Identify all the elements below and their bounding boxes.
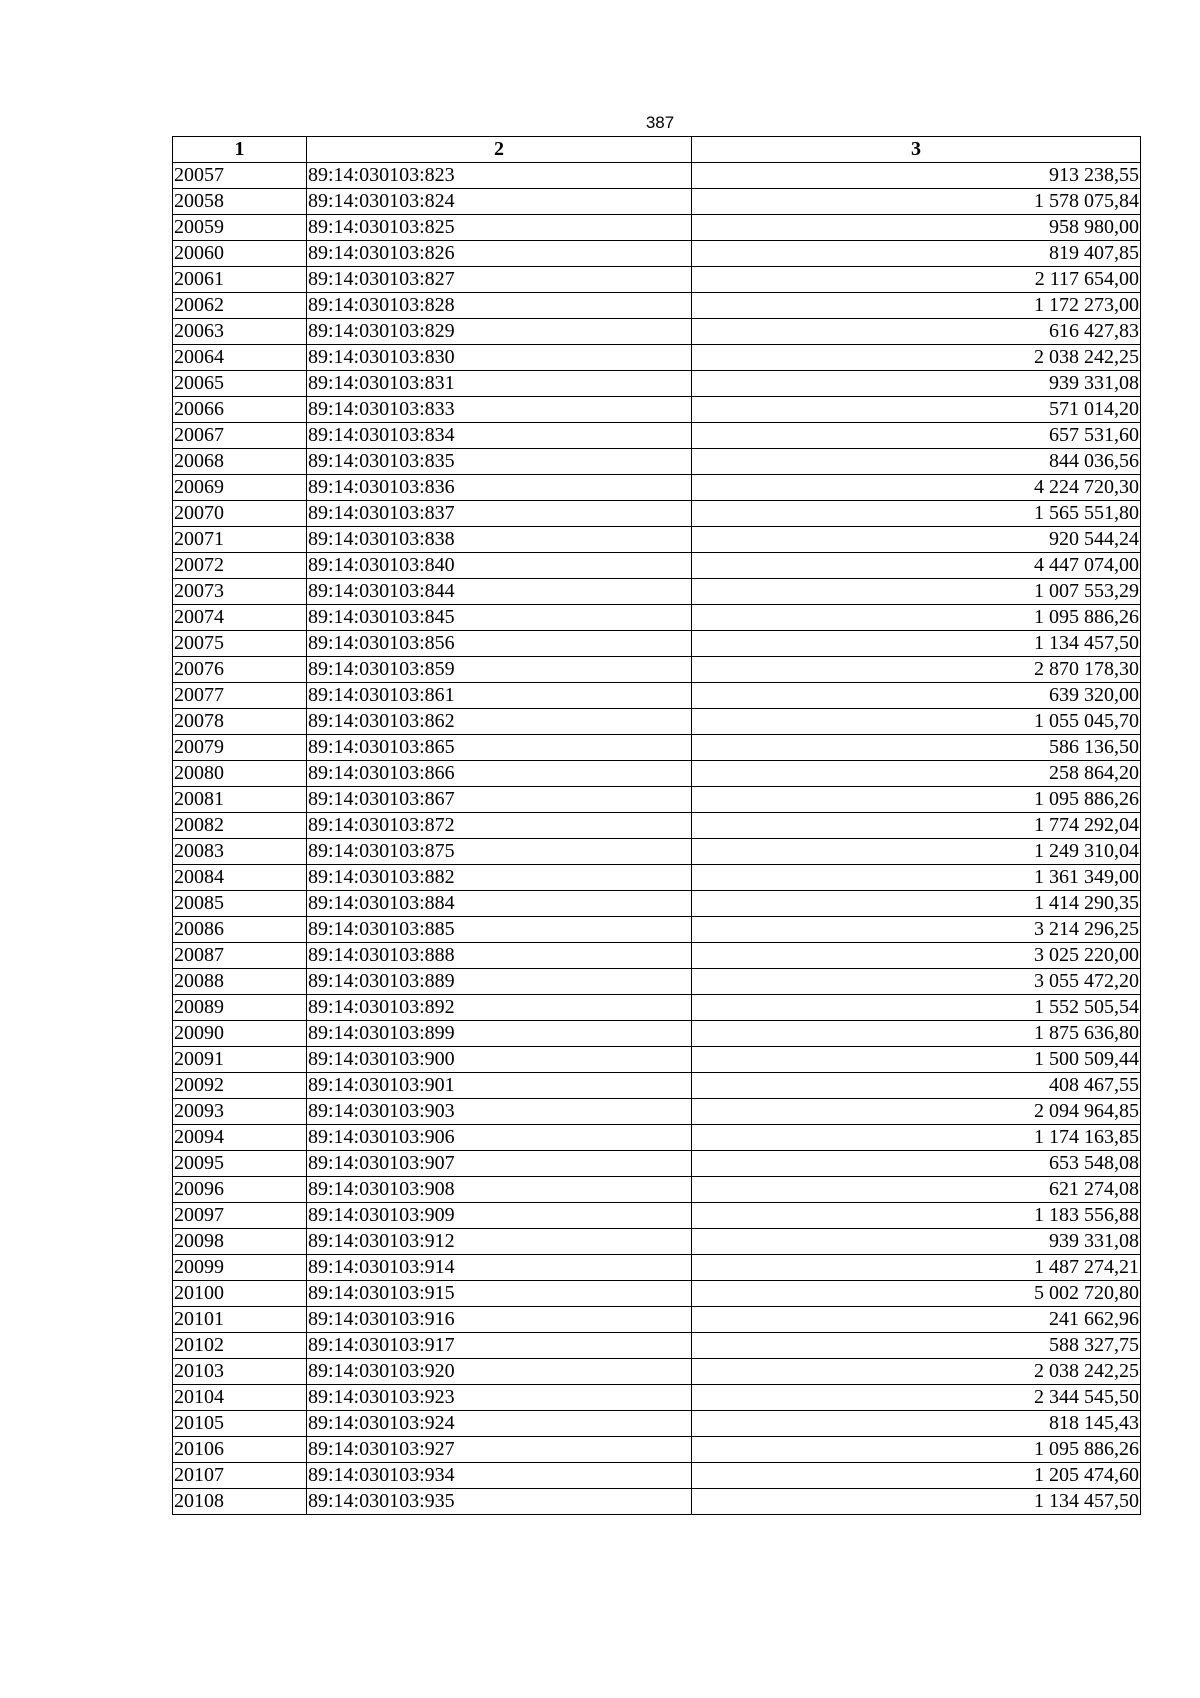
cadastral-value-table bbox=[172, 136, 1141, 1515]
cadastral-number-cell: 89:14:030103:837 bbox=[307, 501, 692, 527]
table-row bbox=[173, 241, 1141, 267]
cadastral-value-cell: 616 427,83 bbox=[692, 319, 1141, 345]
cadastral-number-cell: 89:14:030103:861 bbox=[307, 683, 692, 709]
row-number-cell: 20059 bbox=[173, 215, 307, 241]
page-number: 387 bbox=[645, 113, 675, 132]
cadastral-number-cell: 89:14:030103:934 bbox=[307, 1463, 692, 1489]
row-number-cell: 20081 bbox=[173, 787, 307, 813]
cadastral-value-cell: 1 095 886,26 bbox=[692, 787, 1141, 813]
row-number-cell: 20104 bbox=[173, 1385, 307, 1411]
row-number-cell: 20064 bbox=[173, 345, 307, 371]
table-row bbox=[173, 1021, 1141, 1047]
cadastral-value-cell: 819 407,85 bbox=[692, 241, 1141, 267]
cadastral-value-cell: 621 274,08 bbox=[692, 1177, 1141, 1203]
cadastral-number-cell: 89:14:030103:830 bbox=[307, 345, 692, 371]
table-row bbox=[173, 1177, 1141, 1203]
cadastral-number-cell: 89:14:030103:935 bbox=[307, 1489, 692, 1515]
table-row bbox=[173, 553, 1141, 579]
row-number-cell: 20103 bbox=[173, 1359, 307, 1385]
cadastral-number-cell: 89:14:030103:844 bbox=[307, 579, 692, 605]
cadastral-number-cell: 89:14:030103:827 bbox=[307, 267, 692, 293]
cadastral-value-cell: 939 331,08 bbox=[692, 1229, 1141, 1255]
row-number-cell: 20088 bbox=[173, 969, 307, 995]
cadastral-number-cell: 89:14:030103:920 bbox=[307, 1359, 692, 1385]
cadastral-number-cell: 89:14:030103:900 bbox=[307, 1047, 692, 1073]
row-number-cell: 20107 bbox=[173, 1463, 307, 1489]
table-row bbox=[173, 761, 1141, 787]
table-row bbox=[173, 1333, 1141, 1359]
cadastral-number-cell: 89:14:030103:835 bbox=[307, 449, 692, 475]
table-row bbox=[173, 449, 1141, 475]
cadastral-value-cell: 3 214 296,25 bbox=[692, 917, 1141, 943]
cadastral-value-cell: 1 249 310,04 bbox=[692, 839, 1141, 865]
row-number-cell: 20100 bbox=[173, 1281, 307, 1307]
cadastral-number-cell: 89:14:030103:916 bbox=[307, 1307, 692, 1333]
cadastral-value-cell: 2 117 654,00 bbox=[692, 267, 1141, 293]
table-row bbox=[173, 527, 1141, 553]
table-row bbox=[173, 1099, 1141, 1125]
cadastral-number-cell: 89:14:030103:831 bbox=[307, 371, 692, 397]
cadastral-value-cell: 1 007 553,29 bbox=[692, 579, 1141, 605]
table-body bbox=[173, 163, 1141, 1515]
cadastral-number-cell: 89:14:030103:838 bbox=[307, 527, 692, 553]
row-number-cell: 20084 bbox=[173, 865, 307, 891]
row-number-cell: 20090 bbox=[173, 1021, 307, 1047]
table-row bbox=[173, 813, 1141, 839]
table-row bbox=[173, 1359, 1141, 1385]
row-number-cell: 20077 bbox=[173, 683, 307, 709]
table-row bbox=[173, 839, 1141, 865]
cadastral-value-cell: 1 134 457,50 bbox=[692, 631, 1141, 657]
cadastral-number-cell: 89:14:030103:845 bbox=[307, 605, 692, 631]
table-row bbox=[173, 1125, 1141, 1151]
table-row bbox=[173, 657, 1141, 683]
cadastral-value-cell: 2 038 242,25 bbox=[692, 1359, 1141, 1385]
cadastral-value-cell: 3 025 220,00 bbox=[692, 943, 1141, 969]
cadastral-value-cell: 818 145,43 bbox=[692, 1411, 1141, 1437]
row-number-cell: 20060 bbox=[173, 241, 307, 267]
row-number-cell: 20061 bbox=[173, 267, 307, 293]
cadastral-value-cell: 1 565 551,80 bbox=[692, 501, 1141, 527]
cadastral-value-cell: 2 344 545,50 bbox=[692, 1385, 1141, 1411]
row-number-cell: 20083 bbox=[173, 839, 307, 865]
table-row bbox=[173, 1489, 1141, 1515]
table-row bbox=[173, 267, 1141, 293]
cadastral-value-cell: 3 055 472,20 bbox=[692, 969, 1141, 995]
row-number-cell: 20098 bbox=[173, 1229, 307, 1255]
row-number-cell: 20075 bbox=[173, 631, 307, 657]
cadastral-number-cell: 89:14:030103:915 bbox=[307, 1281, 692, 1307]
table-row bbox=[173, 1281, 1141, 1307]
row-number-cell: 20063 bbox=[173, 319, 307, 345]
table-row bbox=[173, 1229, 1141, 1255]
row-number-cell: 20097 bbox=[173, 1203, 307, 1229]
table-row bbox=[173, 1463, 1141, 1489]
cadastral-number-cell: 89:14:030103:859 bbox=[307, 657, 692, 683]
cadastral-value-cell: 571 014,20 bbox=[692, 397, 1141, 423]
row-number-cell: 20094 bbox=[173, 1125, 307, 1151]
cadastral-number-cell: 89:14:030103:924 bbox=[307, 1411, 692, 1437]
cadastral-value-cell: 1 174 163,85 bbox=[692, 1125, 1141, 1151]
cadastral-value-cell: 939 331,08 bbox=[692, 371, 1141, 397]
cadastral-value-cell: 639 320,00 bbox=[692, 683, 1141, 709]
row-number-cell: 20082 bbox=[173, 813, 307, 839]
cadastral-value-cell: 1 172 273,00 bbox=[692, 293, 1141, 319]
cadastral-number-cell: 89:14:030103:907 bbox=[307, 1151, 692, 1177]
cadastral-number-cell: 89:14:030103:923 bbox=[307, 1385, 692, 1411]
cadastral-number-cell: 89:14:030103:865 bbox=[307, 735, 692, 761]
row-number-cell: 20072 bbox=[173, 553, 307, 579]
row-number-cell: 20092 bbox=[173, 1073, 307, 1099]
cadastral-number-cell: 89:14:030103:888 bbox=[307, 943, 692, 969]
cadastral-value-cell: 657 531,60 bbox=[692, 423, 1141, 449]
table-row bbox=[173, 423, 1141, 449]
table-row bbox=[173, 397, 1141, 423]
cadastral-number-cell: 89:14:030103:899 bbox=[307, 1021, 692, 1047]
cadastral-number-cell: 89:14:030103:884 bbox=[307, 891, 692, 917]
row-number-cell: 20071 bbox=[173, 527, 307, 553]
cadastral-number-cell: 89:14:030103:834 bbox=[307, 423, 692, 449]
table-row bbox=[173, 1307, 1141, 1333]
table-header-row bbox=[173, 137, 1141, 163]
table-row bbox=[173, 917, 1141, 943]
cadastral-number-cell: 89:14:030103:866 bbox=[307, 761, 692, 787]
cadastral-value-cell: 1 875 636,80 bbox=[692, 1021, 1141, 1047]
table-row bbox=[173, 371, 1141, 397]
row-number-cell: 20099 bbox=[173, 1255, 307, 1281]
table-row bbox=[173, 189, 1141, 215]
row-number-cell: 20066 bbox=[173, 397, 307, 423]
cadastral-value-cell: 2 094 964,85 bbox=[692, 1099, 1141, 1125]
row-number-cell: 20080 bbox=[173, 761, 307, 787]
table-row bbox=[173, 605, 1141, 631]
row-number-cell: 20108 bbox=[173, 1489, 307, 1515]
table-row bbox=[173, 683, 1141, 709]
row-number-cell: 20101 bbox=[173, 1307, 307, 1333]
cadastral-number-cell: 89:14:030103:914 bbox=[307, 1255, 692, 1281]
row-number-cell: 20105 bbox=[173, 1411, 307, 1437]
cadastral-number-cell: 89:14:030103:872 bbox=[307, 813, 692, 839]
cadastral-number-cell: 89:14:030103:826 bbox=[307, 241, 692, 267]
table-row bbox=[173, 891, 1141, 917]
cadastral-value-cell: 586 136,50 bbox=[692, 735, 1141, 761]
cadastral-value-cell: 1 205 474,60 bbox=[692, 1463, 1141, 1489]
cadastral-number-cell: 89:14:030103:856 bbox=[307, 631, 692, 657]
cadastral-value-cell: 2 870 178,30 bbox=[692, 657, 1141, 683]
table-row bbox=[173, 1411, 1141, 1437]
cadastral-value-cell: 958 980,00 bbox=[692, 215, 1141, 241]
row-number-cell: 20089 bbox=[173, 995, 307, 1021]
cadastral-number-cell: 89:14:030103:823 bbox=[307, 163, 692, 189]
cadastral-number-cell: 89:14:030103:882 bbox=[307, 865, 692, 891]
cadastral-number-cell: 89:14:030103:903 bbox=[307, 1099, 692, 1125]
cadastral-number-cell: 89:14:030103:833 bbox=[307, 397, 692, 423]
row-number-cell: 20057 bbox=[173, 163, 307, 189]
cadastral-value-cell: 844 036,56 bbox=[692, 449, 1141, 475]
row-number-cell: 20087 bbox=[173, 943, 307, 969]
cadastral-value-cell: 1 578 075,84 bbox=[692, 189, 1141, 215]
row-number-cell: 20078 bbox=[173, 709, 307, 735]
row-number-cell: 20106 bbox=[173, 1437, 307, 1463]
table-row bbox=[173, 735, 1141, 761]
table-row bbox=[173, 579, 1141, 605]
row-number-cell: 20068 bbox=[173, 449, 307, 475]
cadastral-number-cell: 89:14:030103:836 bbox=[307, 475, 692, 501]
row-number-cell: 20074 bbox=[173, 605, 307, 631]
cadastral-value-cell: 920 544,24 bbox=[692, 527, 1141, 553]
cadastral-value-cell: 1 774 292,04 bbox=[692, 813, 1141, 839]
table-row bbox=[173, 215, 1141, 241]
cadastral-value-cell: 1 500 509,44 bbox=[692, 1047, 1141, 1073]
cadastral-number-cell: 89:14:030103:908 bbox=[307, 1177, 692, 1203]
cadastral-number-cell: 89:14:030103:901 bbox=[307, 1073, 692, 1099]
cadastral-value-cell: 1 095 886,26 bbox=[692, 1437, 1141, 1463]
table-row bbox=[173, 1255, 1141, 1281]
cadastral-value-cell: 1 134 457,50 bbox=[692, 1489, 1141, 1515]
row-number-cell: 20076 bbox=[173, 657, 307, 683]
table-row bbox=[173, 1073, 1141, 1099]
cadastral-value-cell: 588 327,75 bbox=[692, 1333, 1141, 1359]
row-number-cell: 20065 bbox=[173, 371, 307, 397]
cadastral-number-cell: 89:14:030103:927 bbox=[307, 1437, 692, 1463]
table-row bbox=[173, 1151, 1141, 1177]
cadastral-value-cell: 408 467,55 bbox=[692, 1073, 1141, 1099]
cadastral-number-cell: 89:14:030103:862 bbox=[307, 709, 692, 735]
row-number-cell: 20095 bbox=[173, 1151, 307, 1177]
cadastral-number-cell: 89:14:030103:825 bbox=[307, 215, 692, 241]
table-row bbox=[173, 943, 1141, 969]
cadastral-value-cell: 2 038 242,25 bbox=[692, 345, 1141, 371]
cadastral-number-cell: 89:14:030103:828 bbox=[307, 293, 692, 319]
cadastral-number-cell: 89:14:030103:829 bbox=[307, 319, 692, 345]
cadastral-number-cell: 89:14:030103:824 bbox=[307, 189, 692, 215]
row-number-cell: 20062 bbox=[173, 293, 307, 319]
cadastral-number-cell: 89:14:030103:875 bbox=[307, 839, 692, 865]
column-header-1: 1 bbox=[173, 137, 307, 163]
cadastral-number-cell: 89:14:030103:906 bbox=[307, 1125, 692, 1151]
table-row bbox=[173, 995, 1141, 1021]
row-number-cell: 20091 bbox=[173, 1047, 307, 1073]
row-number-cell: 20093 bbox=[173, 1099, 307, 1125]
cadastral-value-cell: 5 002 720,80 bbox=[692, 1281, 1141, 1307]
row-number-cell: 20096 bbox=[173, 1177, 307, 1203]
cadastral-value-cell: 1 552 505,54 bbox=[692, 995, 1141, 1021]
cadastral-number-cell: 89:14:030103:889 bbox=[307, 969, 692, 995]
cadastral-number-cell: 89:14:030103:885 bbox=[307, 917, 692, 943]
row-number-cell: 20073 bbox=[173, 579, 307, 605]
table-row bbox=[173, 865, 1141, 891]
table-row bbox=[173, 1047, 1141, 1073]
cadastral-number-cell: 89:14:030103:840 bbox=[307, 553, 692, 579]
table-row bbox=[173, 293, 1141, 319]
cadastral-value-cell: 258 864,20 bbox=[692, 761, 1141, 787]
cadastral-number-cell: 89:14:030103:909 bbox=[307, 1203, 692, 1229]
table-row bbox=[173, 1385, 1141, 1411]
cadastral-value-cell: 653 548,08 bbox=[692, 1151, 1141, 1177]
cadastral-value-cell: 1 414 290,35 bbox=[692, 891, 1141, 917]
table-row bbox=[173, 163, 1141, 189]
table-row bbox=[173, 787, 1141, 813]
row-number-cell: 20067 bbox=[173, 423, 307, 449]
table-row bbox=[173, 709, 1141, 735]
row-number-cell: 20058 bbox=[173, 189, 307, 215]
row-number-cell: 20086 bbox=[173, 917, 307, 943]
column-header-3: 3 bbox=[692, 137, 1141, 163]
table-row bbox=[173, 475, 1141, 501]
row-number-cell: 20069 bbox=[173, 475, 307, 501]
column-header-2: 2 bbox=[307, 137, 692, 163]
cadastral-value-cell: 1 361 349,00 bbox=[692, 865, 1141, 891]
row-number-cell: 20079 bbox=[173, 735, 307, 761]
table-row bbox=[173, 1203, 1141, 1229]
cadastral-number-cell: 89:14:030103:892 bbox=[307, 995, 692, 1021]
row-number-cell: 20102 bbox=[173, 1333, 307, 1359]
table-row bbox=[173, 319, 1141, 345]
table-row bbox=[173, 345, 1141, 371]
cadastral-value-cell: 1 183 556,88 bbox=[692, 1203, 1141, 1229]
cadastral-value-cell: 1 055 045,70 bbox=[692, 709, 1141, 735]
cadastral-value-cell: 913 238,55 bbox=[692, 163, 1141, 189]
cadastral-value-cell: 4 224 720,30 bbox=[692, 475, 1141, 501]
cadastral-value-cell: 4 447 074,00 bbox=[692, 553, 1141, 579]
table-row bbox=[173, 1437, 1141, 1463]
cadastral-number-cell: 89:14:030103:867 bbox=[307, 787, 692, 813]
cadastral-value-cell: 241 662,96 bbox=[692, 1307, 1141, 1333]
table-row bbox=[173, 969, 1141, 995]
cadastral-number-cell: 89:14:030103:912 bbox=[307, 1229, 692, 1255]
cadastral-value-cell: 1 487 274,21 bbox=[692, 1255, 1141, 1281]
table-row bbox=[173, 631, 1141, 657]
table-row bbox=[173, 501, 1141, 527]
row-number-cell: 20085 bbox=[173, 891, 307, 917]
cadastral-number-cell: 89:14:030103:917 bbox=[307, 1333, 692, 1359]
row-number-cell: 20070 bbox=[173, 501, 307, 527]
cadastral-value-cell: 1 095 886,26 bbox=[692, 605, 1141, 631]
